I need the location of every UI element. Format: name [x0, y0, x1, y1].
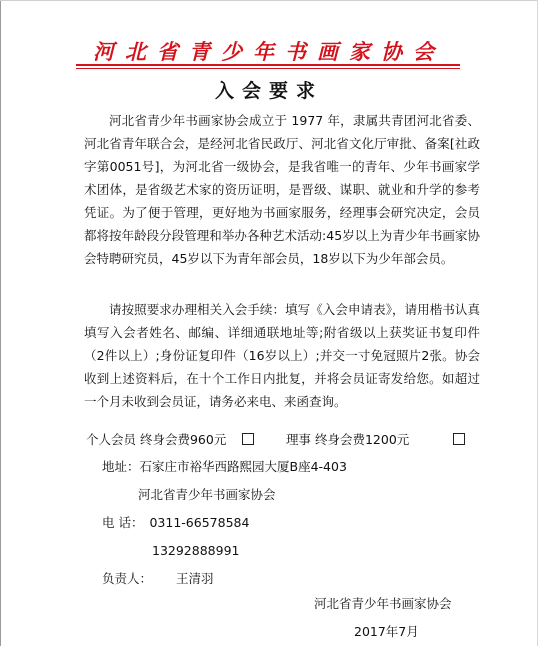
individual-fee-label: 个人会员 终身会费960元 — [86, 432, 227, 447]
intro-paragraph: 河北省青少年书画家协会成立于 1977 年，隶属共青团河北省委、河北省青年联合会，是经河北省民政厅、河北省文化厅审批、备案[社政字第0051号]，为河北省一级协会，是我省唯一的青年、少年书画家学术团体，是省级艺术家的资历证明，是晋级、谋职、就业和升学的参考凭证。为了便于管理，更好地为书画家服务，经理事会研究决定，会员都将按年龄段分段管理和举办各种艺术活动:45岁以上为青少年书画家协会特聘研究员，45岁以下为青年部会员，18岁以下为少年部会员。 — [84, 113, 480, 266]
address-label: 地址： — [102, 459, 140, 474]
address-value: 石家庄市裕华西路熙园大厦B座4-403 — [139, 459, 347, 474]
director-fee — [286, 430, 465, 450]
person-label: 负责人： — [102, 571, 153, 586]
individual-fee — [86, 430, 254, 450]
phone-line — [102, 513, 249, 533]
title-rule-thick — [76, 64, 460, 66]
phone-number-1: 0311-66578584 — [149, 515, 250, 530]
individual-fee-checkbox[interactable] — [242, 433, 254, 445]
footer-date: 2017年7月 — [354, 624, 419, 639]
director-fee-checkbox[interactable] — [453, 433, 465, 445]
title-rule-thin — [76, 68, 460, 69]
director-fee-label: 理事 终身会费1200元 — [286, 432, 410, 447]
organization-title: 河北省青少年书画家协会 — [93, 39, 445, 64]
person-name: 王清羽 — [176, 571, 214, 586]
address-line — [102, 457, 347, 477]
phone-label: 电 话： — [102, 515, 144, 530]
person-line — [102, 569, 214, 589]
phone-number-2: 13292888991 — [152, 543, 240, 558]
document-title: 入会要求 — [214, 80, 323, 102]
page-border-top — [0, 0, 538, 1]
footer-signature: 河北省青少年书画家协会 — [314, 596, 452, 611]
recipient-name: 河北省青少年书画家协会 — [138, 487, 276, 502]
procedure-paragraph: 请按照要求办理相关入会手续：填写《入会申请表》，请用楷书认真填写入会者姓名、邮编、详细通联地址等;附省级以上获奖证书复印件（2件以上）;身份证复印件（16岁以上）;并交一寸免冠照片2张。协会收到上述资料后，在十个工作日内批复，并将会员证寄发给您。如超过一个月未收到会员证，请务必来电、来函查询。 — [84, 302, 480, 409]
